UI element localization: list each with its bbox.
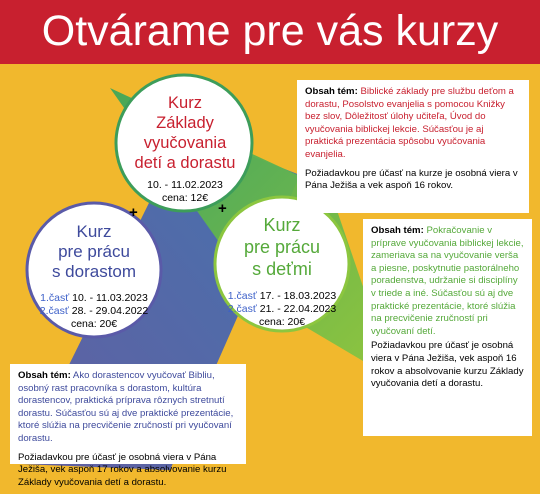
part-label: 1.časť xyxy=(227,290,257,302)
course-teens-name-line: Kurz xyxy=(76,222,112,241)
info-box-teens xyxy=(10,364,246,488)
course-children-part2 xyxy=(218,303,346,316)
course-basics-name-line: vyučovania xyxy=(143,134,227,152)
course-children-part1 xyxy=(218,290,346,303)
info-heading: Obsah tém: xyxy=(371,225,424,236)
course-children xyxy=(218,214,346,329)
info-heading: Obsah tém: xyxy=(305,86,358,97)
page-title: Otvárame pre vás kurzy xyxy=(41,7,499,55)
part-label: 2.časť xyxy=(39,305,69,317)
part-dates: 21. - 22.04.2023 xyxy=(259,303,337,315)
course-basics-name xyxy=(125,93,245,173)
course-basics-name-line: Základy xyxy=(156,114,214,132)
course-teens-price: cena: 20€ xyxy=(70,318,118,330)
course-teens-part1 xyxy=(30,292,158,305)
info-requirement: Požiadavkou pre účasť na kurze je osobná viera v Pána Ježiša a vek aspoň 16 rokov. xyxy=(305,167,518,192)
part-dates: 17. - 18.03.2023 xyxy=(259,290,337,302)
course-basics-name-line: Kurz xyxy=(168,94,202,112)
course-teens-name xyxy=(30,222,158,282)
info-heading: Obsah tém: xyxy=(18,370,71,381)
part-label: 1.časť xyxy=(40,292,70,304)
info-requirement: Požiadavkou pre účasť je osobná viera v Pána Ježiša, vek aspoň 17 rokov a absolvovanie kurzu Základy vyučovania detí a dorastu. xyxy=(18,451,227,488)
plus-sign: + xyxy=(129,204,138,221)
course-teens-name-line: s dorastom xyxy=(51,262,137,281)
course-basics xyxy=(125,93,245,205)
info-description: Ako dorastencov vyučovať Bibliu, osobný rast pracovníka s dorastom, kultúra dorastencov, praktická príprava rôznych stretnutí dorastu. Súčasťou sú aj dve praktické prezentácie, ktoré slúžia na precvičenie zručností pri vyučovaní dorastu. xyxy=(18,370,234,444)
info-description: Pokračovanie v príprave vyučovania biblickej lekcie, zameriava sa na vyučovanie verša a piesne, poskytnutie pastorálneho poradenstva, udržanie si disciplíny v triede a iné. Súčasťou sú aj dve praktické prezentácie, ktoré slúžia na precvičenie zručností pri vyučovaní detí. xyxy=(371,225,524,337)
course-children-name xyxy=(218,214,346,280)
course-basics-name-line: detí a dorastu xyxy=(134,154,236,172)
header-banner xyxy=(0,0,540,64)
course-teens xyxy=(30,222,158,331)
course-children-price: cena: 20€ xyxy=(258,316,306,328)
plus-sign: + xyxy=(218,200,227,217)
course-teens-part2 xyxy=(30,305,158,318)
part-dates: 28. - 29.04.2022 xyxy=(71,305,149,317)
course-basics-dates: 10. - 11.02.2023 xyxy=(147,179,223,191)
part-label: 2.časť xyxy=(227,303,257,315)
course-children-name-line: Kurz xyxy=(263,215,301,235)
info-box-children xyxy=(363,219,532,436)
info-box-basics xyxy=(297,80,529,213)
info-requirement: Požiadavkou pre účasť je osobná viera v Pána Ježiša, vek aspoň 16 rokov a absolvovanie kurzu Základy vyučovania detí a dorastu. xyxy=(371,340,524,390)
course-children-name-line: s deťmi xyxy=(252,259,312,279)
course-basics-price: cena: 12€ xyxy=(161,192,209,204)
part-dates: 10. - 11.03.2023 xyxy=(72,292,148,304)
course-children-name-line: pre prácu xyxy=(243,237,321,257)
course-teens-name-line: pre prácu xyxy=(58,242,130,261)
info-description: Biblické základy pre službu deťom a dorastu, Posolstvo evanjelia s pomocou Knižky bez slov, Dôležitosť úlohy učiteľa, Úvod do vyučovania biblickej lekcie. Súčasťou je aj praktická prezentácia spôsobu vyučovania evanjelia. xyxy=(305,86,514,160)
